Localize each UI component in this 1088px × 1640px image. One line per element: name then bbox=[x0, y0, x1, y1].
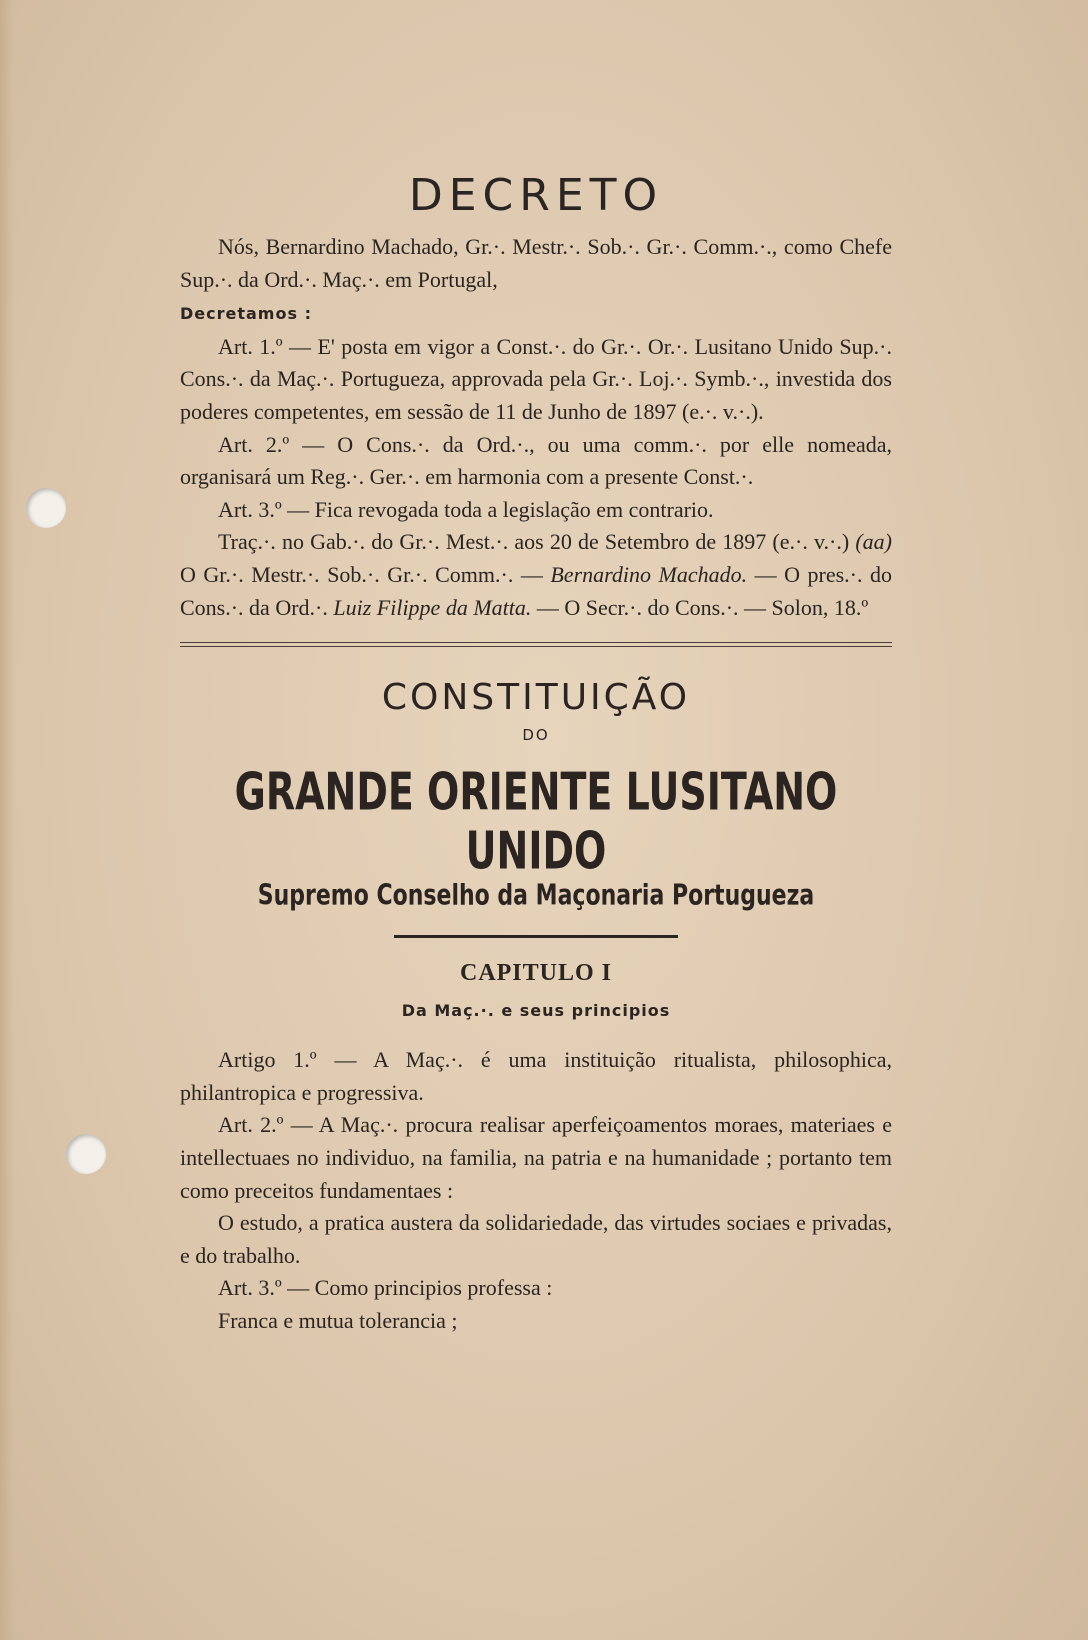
punch-hole-bottom bbox=[66, 1134, 106, 1174]
supremo-subtitle: Supremo Conselho da Maçonaria Portugueza bbox=[257, 880, 815, 913]
constituicao-heading: CONSTITUIÇÃO bbox=[381, 677, 691, 719]
signature-bernardino: Bernardino Machado. bbox=[550, 561, 748, 587]
capitulo-heading: CAPITULO I bbox=[459, 960, 613, 987]
tracado-text-2: O Gr.·. Mestr.·. Sob.·. Gr.·. Comm.·. — bbox=[180, 561, 551, 587]
capitulo-estudo: O estudo, a pratica austera da solidariedade, das virtudes sociaes e privadas, e do trabalho. bbox=[180, 1210, 892, 1268]
decreto-tracado bbox=[180, 526, 892, 624]
grande-oriente-title: GRANDE ORIENTE LUSITANO UNIDO bbox=[234, 762, 838, 881]
decreto-art2: Art. 2.º — O Cons.·. da Ord.·., ou uma comm.·. por elle nomeada, organisará um Reg.·. Ger.·. em harmonia com a presente Const.·. bbox=[180, 431, 892, 490]
tracado-text-3: — O pres.·. do Cons.·. da Ord.·. bbox=[180, 561, 893, 620]
decreto-intro: Nós, Bernardino Machado, Gr.·. Mestr.·. Sob.·. Gr.·. Comm.·., como Chefe Sup.·. da Ord.·. Maç.·. em Portugal, bbox=[180, 234, 892, 292]
title-rule bbox=[394, 935, 678, 938]
constituicao-do: DO bbox=[522, 726, 550, 745]
capitulo-art3: Art. 3.º — Como principios professa : bbox=[218, 1275, 553, 1301]
capitulo-franca: Franca e mutua tolerancia ; bbox=[218, 1307, 458, 1333]
capitulo-subheading: Da Maç.·. e seus principios bbox=[401, 1001, 671, 1021]
capitulo-artigo1: Artigo 1.º — A Maç.·. é uma instituição ritualista, philosophica, philantropica e progressiva. bbox=[180, 1047, 892, 1105]
decretamos-label bbox=[180, 296, 892, 331]
section-divider bbox=[180, 642, 892, 647]
page-content bbox=[180, 170, 892, 1337]
page-edge-shadow bbox=[0, 0, 14, 1640]
tracado-text: Traç.·. no Gab.·. do Gr.·. Mest.·. aos 20 de Setembro de 1897 (e.·. v.·.) bbox=[218, 529, 856, 555]
decreto-art3: Art. 3.º — Fica revogada toda a legislação em contrario. bbox=[218, 496, 714, 522]
punch-hole-top bbox=[26, 488, 66, 528]
decreto-art1: Art. 1.º — E' posta em vigor a Const.·. do Gr.·. Or.·. Lusitano Unido Sup.·. Cons.·. da Maç.·. Portugueza, approvada pela Gr.·. Loj.·. Symb.·., investida dos poderes competentes, em sessão de 11 de Junho de 1897 (e.·. v.·.). bbox=[180, 333, 892, 424]
decretamos-text: Decretamos : bbox=[180, 304, 312, 324]
tracado-aa: (aa) bbox=[855, 529, 892, 555]
tracado-text-4: — O Secr.·. do Cons.·. — Solon, 18.º bbox=[531, 594, 869, 620]
signature-luiz: Luiz Filippe da Matta. bbox=[333, 594, 532, 620]
decreto-heading: DECRETO bbox=[408, 170, 664, 221]
capitulo-art2: Art. 2.º — A Maç.·. procura realisar aperfeiçoamentos moraes, materiaes e intellectuaes no individuo, na familia, na patria e na humanidade ; portanto tem como preceitos fundamentaes : bbox=[180, 1112, 892, 1203]
